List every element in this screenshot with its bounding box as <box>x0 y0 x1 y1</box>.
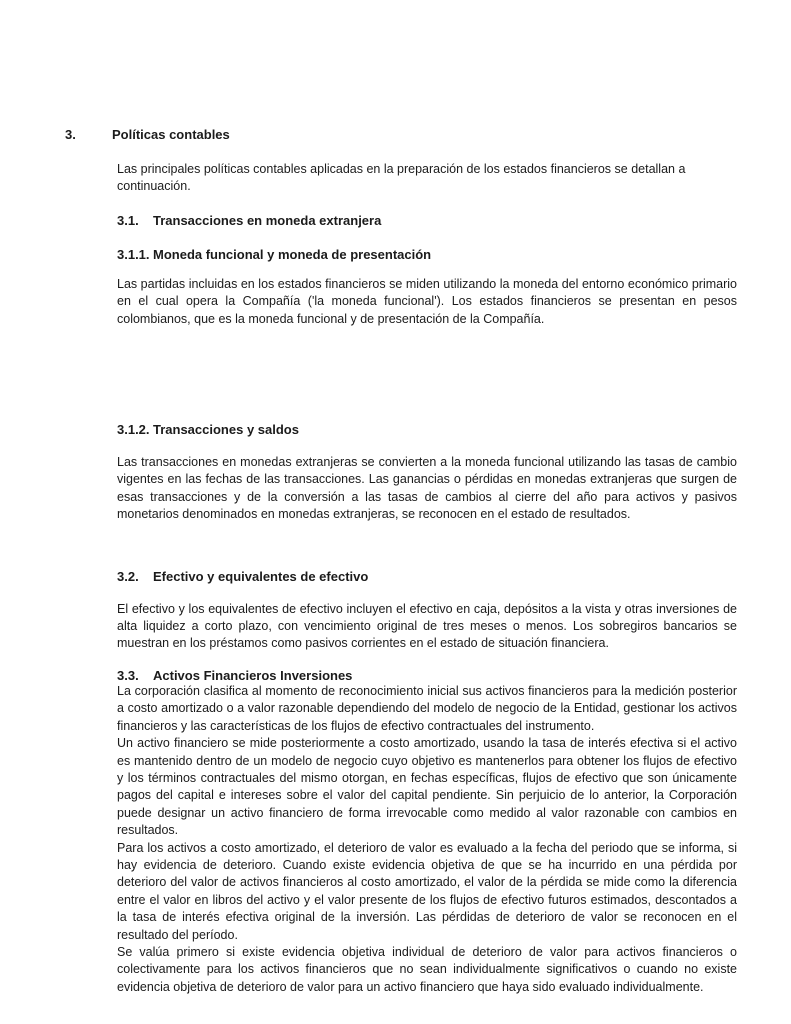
heading-title: Moneda funcional y moneda de presentación <box>153 246 432 262</box>
heading-politicas-contables <box>65 127 737 142</box>
heading-title: Transacciones y saldos <box>153 422 299 438</box>
paragraph-activos-evidencia-objetiva: Se valúa primero si existe evidencia objetiva individual de deterioro de valor para activos financieros o colectivamente para los activos financieros que no sean individualmente significativos o cuando no existe evidencia objetiva de deterioro de valor para un activo financiero que haya sido evaluado individualmente. <box>117 944 737 994</box>
paragraph-moneda-funcional: Las partidas incluidas en los estados financieros se miden utilizando la moneda del entorno económico primario en el cual opera la Compañía ('la moneda funcional'). Los estados financieros se presentan en pesos colombianos, que es la moneda funcional y de presentación de la Compañía. <box>117 276 737 326</box>
paragraph-transacciones-saldos: Las transacciones en monedas extranjeras se convierten a la moneda funcional utilizando las tasas de cambio vigentes en las fechas de las transacciones. Las ganancias o pérdidas en monedas extranjeras que surgen de esas transacciones y de la conversión a las tasas de cambios al cierre del año para activos y pasivos monetarios denominados en monedas extranjeras, se reconocen en el estado de resultados. <box>117 455 737 522</box>
intro-paragraph: Las principales políticas contables aplicadas en la preparación de los estados financieros se detallan a continuación. <box>117 162 686 194</box>
heading-number: 3.1.1. <box>117 246 150 262</box>
heading-title: Activos Financieros Inversiones <box>153 667 353 683</box>
heading-efectivo-equivalentes <box>117 569 737 584</box>
heading-title: Efectivo y equivalentes de efectivo <box>153 568 369 584</box>
heading-title: Políticas contables <box>112 127 230 142</box>
heading-number: 3.1.2. <box>117 422 150 438</box>
heading-transacciones-saldos <box>117 422 737 437</box>
paragraph-efectivo-equivalentes: El efectivo y los equivalentes de efectivo incluyen el efectivo en caja, depósitos a la vista y otras inversiones de alta liquidez a corto plazo, con vencimiento original de tres meses o menos. Los sobregiros bancarios se muestran en los préstamos como pasivos corrientes en el estado de situación financiera. <box>117 601 737 651</box>
paragraph-activos-deterioro: Para los activos a costo amortizado, el deterioro de valor es evaluado a la fecha del periodo que se informa, si hay evidencia de deterioro. Cuando existe evidencia objetiva de que se ha incurrido en una pérdida por deterioro del valor de activos financieros al costo amortizado, el valor de la pérdida se mide como la diferencia entre el valor en libros del activo y el valor presente de los flujos de efectivo futuros estimados, descontados a la tasa de interés efectiva original de la inversión. Las pérdidas de deterioro de valor se reconocen en el resultado del período. <box>117 840 737 942</box>
heading-title: Transacciones en moneda extranjera <box>153 212 382 228</box>
heading-transacciones-moneda-extranjera <box>117 213 737 228</box>
heading-number: 3.2. <box>117 568 139 584</box>
paragraph-activos-clasificacion: La corporación clasifica al momento de reconocimiento inicial sus activos financieros para la medición posterior a costo amortizado o a valor razonable dependiendo del modelo de negocio de la Entidad, gestionar los activos financieros y las características de los flujos de efectivo contractuales del instrumento. <box>117 683 737 733</box>
document-content <box>65 0 737 996</box>
heading-activos-financieros <box>117 668 737 683</box>
heading-number: 3.1. <box>117 212 139 228</box>
heading-number: 3.3. <box>117 667 139 683</box>
paragraph-activos-costo-amortizado: Un activo financiero se mide posteriormente a costo amortizado, usando la tasa de interés efectiva si el activo es mantenido dentro de un modelo de negocio cuyo objetivo es mantenerlos para obtener los flujos de efectivo y los términos contractuales del mismo otorgan, en fechas específicas, flujos de efectivo que son únicamente pagos del capital e intereses sobre el valor del capital pendiente. Sin perjuicio de lo anterior, la Corporación puede designar un activo financiero de forma irrevocable como medido al valor razonable con cambios en resultados. <box>117 736 737 838</box>
heading-moneda-funcional <box>117 247 737 262</box>
heading-number: 3. <box>65 127 76 142</box>
